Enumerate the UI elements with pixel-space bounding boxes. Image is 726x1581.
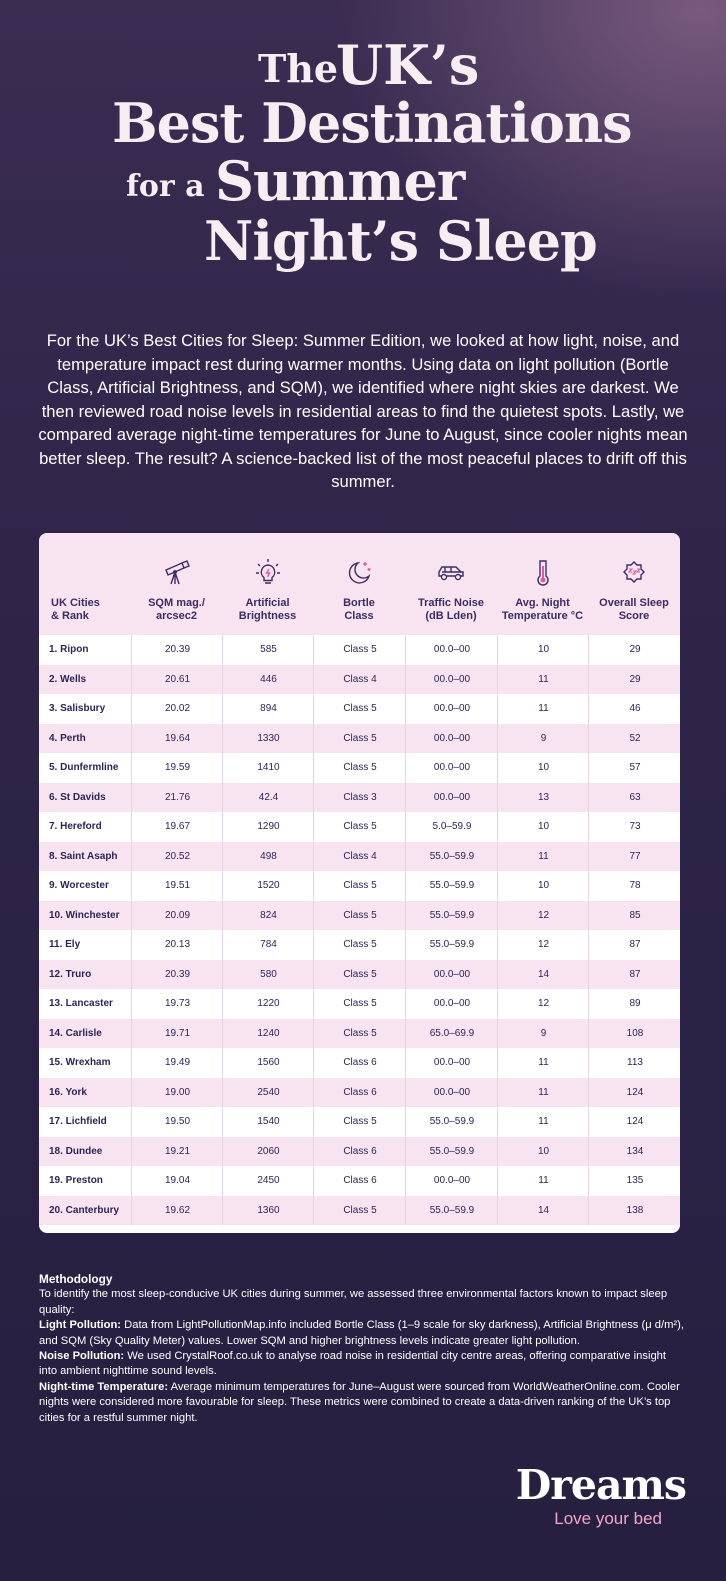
table-cell: 20.52	[131, 842, 223, 872]
methodology-section	[39, 1272, 687, 1426]
table-cell: 19.21	[131, 1137, 223, 1167]
table-cell: Class 4	[313, 665, 406, 695]
table-cell: Class 5	[313, 901, 406, 931]
table-cell: 10	[497, 1137, 589, 1167]
table-cell: Class 6	[313, 1078, 406, 1108]
table-cell: Class 5	[313, 724, 406, 754]
table-cell: 13. Lancaster	[49, 998, 113, 1009]
table-cell: 824	[222, 901, 314, 931]
table-cell: Class 5	[313, 812, 406, 842]
column-header-4	[313, 533, 405, 635]
table-cell: 63	[588, 783, 680, 813]
table-cell: 2. Wells	[49, 673, 87, 685]
table-cell: 1360	[222, 1196, 314, 1226]
title-line2: Best Destinations	[112, 91, 632, 155]
column-header-label: Artificial Brightness	[238, 597, 297, 622]
table-cell: 585	[222, 635, 314, 665]
table-cell: Class 5	[313, 989, 406, 1019]
table-cell: 19.00	[131, 1078, 223, 1108]
moon-stars-icon	[344, 557, 374, 587]
intro-paragraph: For the UK’s Best Cities for Sleep: Summer Edition, we looked at how light, noise, and temperature impact rest during warmer months. Using data on light pollution (Bortle Class, Artificial Brightness, and SQM), we identified where night skies are darkest. We then reviewed road noise levels in residential areas to find the quietest spots. Lastly, we compared average night-time temperatures for June to August, since cooler nights mean better sleep. The result? A science-backed list of the most peaceful places to drift off this summer.	[38, 331, 688, 491]
table-cell: 00.0–00	[405, 1048, 498, 1078]
column-header-1	[39, 533, 131, 635]
table-cell: 14	[497, 960, 589, 990]
table-cell: 3. Salisbury	[49, 703, 106, 714]
table-cell: 4. Perth	[49, 732, 86, 744]
table-cell: 1520	[222, 871, 314, 901]
table-row	[39, 1107, 680, 1137]
table-cell: 19.59	[131, 753, 223, 783]
title-line4: Night’s Sleep	[204, 209, 597, 273]
table-cell: 10. Winchester	[49, 909, 120, 921]
table-cell: 498	[222, 842, 314, 872]
title-line1-big: UK’s	[336, 33, 480, 97]
table-cell: 14. Carlisle	[49, 1027, 102, 1039]
table-cell: 55.0–59.9	[405, 1137, 498, 1167]
methodology-heading: Methodology	[39, 1272, 113, 1286]
table-cell: 7. Hereford	[49, 821, 102, 832]
table-cell: 14	[497, 1196, 589, 1226]
table-cell: 20.39	[131, 635, 223, 665]
table-cell: 11	[497, 665, 589, 695]
table-cell: 55.0–59.9	[405, 842, 498, 872]
table-cell: 00.0–00	[405, 724, 498, 754]
table-cell: 11	[497, 1166, 589, 1196]
table-row	[39, 1196, 680, 1226]
brand-tagline: Love your bed	[554, 1509, 662, 1528]
table-cell: 1410	[222, 753, 314, 783]
table-cell: 124	[588, 1107, 680, 1137]
table-cell: Class 5	[313, 930, 406, 960]
title-line3-big: Summer	[215, 149, 465, 213]
thermometer-icon	[528, 557, 558, 587]
table-cell: 42.4	[222, 783, 314, 813]
page-title	[0, 33, 726, 276]
table-row	[39, 842, 680, 872]
table-row	[39, 1019, 680, 1049]
rankings-table	[39, 533, 680, 1233]
table-cell: 19. Preston	[49, 1175, 103, 1186]
table-cell: 113	[588, 1048, 680, 1078]
table-cell: 85	[588, 901, 680, 931]
table-cell: Class 6	[313, 1166, 406, 1196]
table-cell: 57	[588, 753, 680, 783]
table-cell: Class 5	[313, 635, 406, 665]
table-cell: 29	[588, 635, 680, 665]
table-cell: 29	[588, 665, 680, 695]
table-cell: 10	[497, 812, 589, 842]
table-cell: 2060	[222, 1137, 314, 1167]
table-cell: 1220	[222, 989, 314, 1019]
table-row	[39, 694, 680, 724]
table-cell: 134	[588, 1137, 680, 1167]
table-cell: 55.0–59.9	[405, 930, 498, 960]
table-row	[39, 1137, 680, 1167]
column-header-label: Bortle Class	[343, 597, 375, 622]
table-cell: 1330	[222, 724, 314, 754]
table-cell: 138	[588, 1196, 680, 1226]
table-cell: 87	[588, 960, 680, 990]
column-header-label: SQM mag./ arcsec2	[148, 597, 205, 622]
methodology-temp-text: Average minimum temperatures for June–August were sourced from WorldWeatherOnline.com. Cooler nights were considered more favourable for sleep. These metrics were combined to create a data-driven ranking of the UK’s top cities for a restful summer night.	[39, 1380, 680, 1424]
table-row	[39, 635, 680, 665]
table-header	[39, 533, 680, 635]
table-cell: 19.04	[131, 1166, 223, 1196]
methodology-light	[39, 1318, 687, 1349]
table-cell: 10	[497, 753, 589, 783]
table-cell: 12	[497, 989, 589, 1019]
table-cell: 11	[497, 842, 589, 872]
table-cell: 21.76	[131, 783, 223, 813]
table-cell: 20. Canterbury	[49, 1204, 120, 1216]
table-row	[39, 871, 680, 901]
table-row	[39, 1048, 680, 1078]
table-cell: 20.61	[131, 665, 223, 695]
methodology-intro: To identify the most sleep-conducive UK cities during summer, we assessed three environmental factors known to impact sleep quality:	[39, 1288, 668, 1316]
table-cell: 20.09	[131, 901, 223, 931]
table-cell: 446	[222, 665, 314, 695]
table-cell: 00.0–00	[405, 1078, 498, 1108]
column-header-7	[588, 533, 680, 635]
table-row	[39, 665, 680, 695]
table-cell: 18. Dundee	[49, 1145, 103, 1157]
column-header-5	[405, 533, 497, 635]
table-cell: 00.0–00	[405, 960, 498, 990]
table-cell: Class 6	[313, 1137, 406, 1167]
table-cell: 00.0–00	[405, 1166, 498, 1196]
table-cell: 55.0–59.9	[405, 1196, 498, 1226]
table-cell: 2540	[222, 1078, 314, 1108]
table-cell: Class 5	[313, 1196, 406, 1226]
table-cell: 135	[588, 1166, 680, 1196]
table-cell: 12. Truro	[49, 968, 92, 980]
table-cell: 12	[497, 930, 589, 960]
table-cell: 1540	[222, 1107, 314, 1137]
table-row	[39, 812, 680, 842]
table-cell: 11	[497, 1078, 589, 1108]
methodology-temperature	[39, 1380, 687, 1426]
table-cell: 10	[497, 635, 589, 665]
column-header-3	[222, 533, 313, 635]
table-cell: 894	[222, 694, 314, 724]
table-cell: 20.39	[131, 960, 223, 990]
table-cell: 9	[497, 1019, 589, 1049]
table-row	[39, 930, 680, 960]
table-cell: 46	[588, 694, 680, 724]
telescope-icon	[162, 557, 192, 587]
table-row	[39, 753, 680, 783]
table-cell: 11. Ely	[49, 939, 81, 950]
table-cell: 19.62	[131, 1196, 223, 1226]
table-cell: 6. St Davids	[49, 791, 106, 803]
methodology-light-label: Light Pollution:	[39, 1319, 122, 1332]
table-cell: Class 3	[313, 783, 406, 813]
table-cell: 19.50	[131, 1107, 223, 1137]
table-cell: 784	[222, 930, 314, 960]
car-icon	[436, 557, 466, 587]
table-cell: 00.0–00	[405, 665, 498, 695]
table-row	[39, 1078, 680, 1108]
table-cell: 20.02	[131, 694, 223, 724]
table-cell: 52	[588, 724, 680, 754]
table-cell: 19.64	[131, 724, 223, 754]
methodology-noise-label: Noise Pollution:	[39, 1350, 125, 1363]
table-row	[39, 960, 680, 990]
table-cell: 00.0–00	[405, 989, 498, 1019]
table-cell: 11	[497, 694, 589, 724]
table-cell: 00.0–00	[405, 783, 498, 813]
sleep-badge-icon	[619, 557, 649, 587]
brand-name: Dreams	[515, 1461, 686, 1509]
table-cell: 73	[588, 812, 680, 842]
table-cell: 65.0–69.9	[405, 1019, 498, 1049]
table-cell: 89	[588, 989, 680, 1019]
methodology-temp-label: Night-time Temperature:	[39, 1380, 169, 1393]
column-header-2	[131, 533, 222, 635]
table-cell: 580	[222, 960, 314, 990]
table-cell: Class 5	[313, 960, 406, 990]
table-cell: 19.71	[131, 1019, 223, 1049]
column-header-label: Avg. Night Temperature °C	[501, 597, 584, 622]
table-row	[39, 783, 680, 813]
table-cell: 00.0–00	[405, 694, 498, 724]
methodology-light-text: Data from LightPollutionMap.info included Bortle Class (1–9 scale for sky darkness), Artificial Brightness (μ d/m²), and SQM (Sky Quality Meter) values. Lower SQM and higher brightness levels indicate greater light pollution.	[39, 1319, 684, 1347]
column-header-label: Traffic Noise (dB Lden)	[417, 597, 485, 622]
table-cell: 00.0–00	[405, 635, 498, 665]
table-cell: 55.0–59.9	[405, 1107, 498, 1137]
table-cell: 13	[497, 783, 589, 813]
table-row	[39, 724, 680, 754]
table-cell: 19.49	[131, 1048, 223, 1078]
table-cell: 20.13	[131, 930, 223, 960]
table-cell: 19.67	[131, 812, 223, 842]
table-cell: 87	[588, 930, 680, 960]
table-cell: Class 4	[313, 842, 406, 872]
table-cell: Class 5	[313, 1019, 406, 1049]
table-row	[39, 901, 680, 931]
table-cell: 17. Lichfield	[49, 1116, 107, 1127]
table-cell: 12	[497, 901, 589, 931]
table-cell: 1290	[222, 812, 314, 842]
table-cell: 5. Dunfermline	[49, 762, 119, 773]
table-row	[39, 989, 680, 1019]
column-header-6	[497, 533, 588, 635]
table-cell: 124	[588, 1078, 680, 1108]
table-cell: Class 5	[313, 753, 406, 783]
table-cell: 16. York	[49, 1086, 87, 1098]
brand-logo	[500, 1462, 686, 1530]
table-cell: Class 5	[313, 694, 406, 724]
table-cell: 10	[497, 871, 589, 901]
table-cell: 19.73	[131, 989, 223, 1019]
table-row	[39, 1166, 680, 1196]
table-cell: Class 5	[313, 1107, 406, 1137]
table-cell: 19.51	[131, 871, 223, 901]
lightbulb-icon	[253, 557, 283, 587]
table-cell: 15. Wrexham	[49, 1057, 111, 1068]
column-header-label: Overall Sleep Score	[599, 597, 669, 622]
table-cell: 9. Worcester	[49, 880, 109, 891]
table-cell: 11	[497, 1048, 589, 1078]
title-line1-small: The	[258, 46, 339, 91]
table-cell: 77	[588, 842, 680, 872]
table-cell: 55.0–59.9	[405, 871, 498, 901]
table-cell: Class 5	[313, 871, 406, 901]
table-cell: 11	[497, 1107, 589, 1137]
table-cell: 78	[588, 871, 680, 901]
table-cell: 9	[497, 724, 589, 754]
table-cell: 1240	[222, 1019, 314, 1049]
table-cell: 108	[588, 1019, 680, 1049]
table-cell: 2450	[222, 1166, 314, 1196]
methodology-noise-text: We used CrystalRoof.co.uk to analyse road noise in residential city centre areas, offering comparative insight into ambient nighttime sound levels.	[39, 1350, 666, 1378]
table-cell: Class 6	[313, 1048, 406, 1078]
table-cell: 8. Saint Asaph	[49, 850, 118, 862]
column-header-label: UK Cities & Rank	[51, 597, 100, 622]
table-cell: 1. Ripon	[49, 644, 89, 655]
table-cell: 5.0–59.9	[405, 812, 498, 842]
table-cell: 1560	[222, 1048, 314, 1078]
table-cell: 00.0–00	[405, 753, 498, 783]
table-cell: 55.0–59.9	[405, 901, 498, 931]
methodology-noise	[39, 1349, 687, 1380]
title-line3-small: for a	[126, 169, 205, 204]
